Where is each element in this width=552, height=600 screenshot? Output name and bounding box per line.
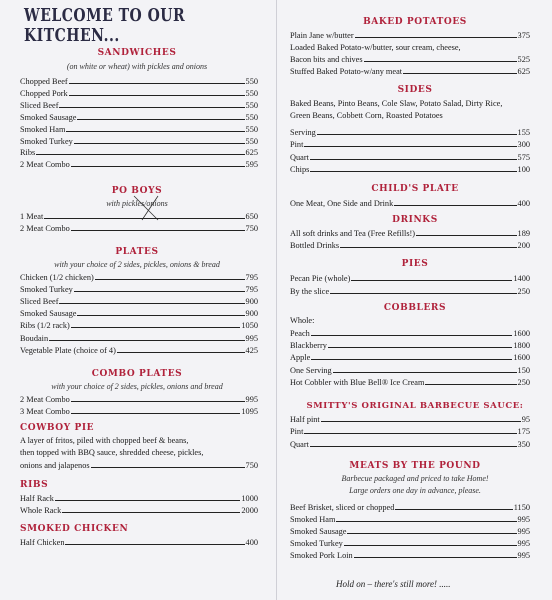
loaded-potato-price: 525	[517, 55, 530, 64]
cobblers-whole-label: Whole:	[290, 316, 315, 325]
menu-item-row	[20, 272, 258, 283]
menu-item-name: All soft drinks and Tea (Free Refills!)	[290, 229, 416, 238]
menu-item-name: Blackberry	[290, 341, 327, 351]
pies-heading: PIES	[401, 259, 429, 269]
leader-line	[62, 512, 240, 513]
leader-line	[95, 279, 245, 280]
menu-item-price: 400	[517, 199, 530, 208]
leader-line	[49, 340, 244, 341]
cowboy-pie-price: 750	[245, 461, 258, 470]
menu-item-name: 2 Meat Combo	[20, 395, 70, 404]
menu-item-row	[20, 345, 258, 356]
menu-item-price: 155	[517, 128, 530, 137]
menu-item-row	[290, 340, 530, 351]
leader-line	[71, 166, 245, 167]
menu-item-price: 1050	[241, 321, 258, 331]
menu-item-price: 1600	[513, 329, 530, 338]
menu-item-price: 995	[517, 515, 530, 525]
menu-item-row	[20, 505, 258, 516]
menu-item-row	[290, 198, 530, 209]
leader-line	[321, 421, 521, 422]
leader-line	[71, 401, 245, 402]
meats-note-1: Barbecue packaged and priced to take Home!	[341, 474, 489, 483]
menu-item-price: 995	[245, 395, 258, 404]
menu-item-name: Quart	[290, 439, 309, 449]
menu-item-price: 1150	[513, 503, 530, 512]
menu-item-row	[290, 352, 530, 363]
menu-item-row	[290, 30, 530, 41]
leader-line	[69, 83, 245, 84]
leader-line	[364, 61, 517, 62]
menu-item-name: 2 Meat Combo	[20, 160, 70, 170]
leader-line	[71, 413, 241, 414]
menu-item-price: 95	[521, 415, 530, 424]
menu-item-row	[290, 228, 530, 239]
menu-item-row	[20, 124, 258, 135]
sandwiches-note: (on white or wheat) with pickles and onions	[66, 62, 208, 71]
menu-item-price: 100	[517, 164, 530, 174]
menu-item-price: 300	[517, 140, 530, 150]
menu-item-price: 250	[517, 377, 530, 387]
menu-item-price: 250	[517, 286, 530, 296]
menu-item-row	[20, 88, 258, 99]
leader-line	[330, 293, 516, 294]
menu-item-price: 175	[517, 427, 530, 437]
menu-item-name: Smoked Ham	[20, 124, 66, 134]
menu-item-name: Vegetable Plate (choice of 4)	[20, 345, 116, 355]
menu-item-price: 795	[245, 273, 258, 282]
menu-item-price: 995	[517, 527, 530, 537]
sandwiches-heading: SANDWICHES	[97, 48, 177, 58]
leader-line	[347, 533, 516, 534]
menu-item-price: 1000	[241, 494, 258, 503]
leader-line	[59, 107, 244, 108]
leader-line	[394, 205, 516, 206]
menu-item-name: Smoked Pork Loin	[290, 551, 353, 561]
po-boys-heading: PO BOYS	[111, 186, 163, 196]
leader-line	[71, 230, 245, 231]
menu-item-row	[20, 406, 258, 417]
leader-line	[74, 291, 245, 292]
menu-item-row	[290, 328, 530, 339]
smoked-chicken-heading: SMOKED CHICKEN	[20, 524, 129, 534]
cowboy-pie-row	[20, 460, 258, 471]
menu-item-row	[290, 365, 530, 376]
menu-item-row	[290, 414, 530, 425]
menu-item-name: Whole Rack	[20, 506, 62, 515]
menu-item-name: Sliced Beef	[20, 100, 59, 110]
menu-item-name: 3 Meat Combo	[20, 407, 70, 416]
menu-item-price: 550	[245, 136, 258, 146]
bbq-sauce-heading: SMITTY'S ORIGINAL BARBECUE SAUCE:	[306, 401, 524, 411]
ribs-heading: RIBS	[20, 480, 49, 490]
leader-line	[333, 372, 517, 373]
menu-item-row	[20, 308, 258, 319]
menu-item-row	[20, 284, 258, 295]
menu-item-row	[20, 136, 258, 147]
menu-item-row	[290, 526, 530, 537]
leader-line	[71, 327, 241, 328]
leader-line	[395, 509, 512, 510]
menu-item-name: Half pint	[290, 415, 320, 424]
menu-item-name: Ribs (1/2 rack)	[20, 321, 70, 331]
menu-item-price: 550	[245, 100, 258, 110]
menu-item-row	[290, 439, 530, 450]
menu-item-name: Peach	[290, 329, 310, 338]
leader-line	[36, 154, 244, 155]
menu-item-price: 550	[245, 88, 258, 98]
menu-item-name: Smoked Ham	[290, 515, 336, 525]
cowboy-pie-desc-2: then topped with BBQ sauce, shredded cheese, pickles,	[20, 448, 204, 457]
menu-item-price: 995	[517, 539, 530, 549]
menu-item-row	[20, 296, 258, 307]
cowboy-pie-heading: COWBOY PIE	[20, 423, 95, 433]
menu-item-name: Chicken (1/2 chicken)	[20, 273, 94, 282]
menu-item-row	[20, 333, 258, 344]
menu-item-price: 1400	[513, 274, 530, 283]
menu-item-name: Apple	[290, 353, 311, 363]
baked-potatoes-heading: BAKED POTATOES	[363, 17, 467, 27]
cowboy-pie-desc-3: onions and jalapenos	[20, 461, 90, 470]
menu-item-row	[290, 139, 530, 150]
leader-line	[336, 521, 516, 522]
menu-item-name: Chips	[290, 164, 310, 174]
po-boys-note: with pickles/onions	[106, 199, 168, 208]
menu-item-name: Half Chicken	[20, 538, 65, 547]
stuffed-potato-name: Stuffed Baked Potato-w/any meat	[290, 67, 403, 76]
meats-by-pound-heading: MEATS BY THE POUND	[349, 461, 481, 471]
menu-item-name: By the slice	[290, 286, 330, 296]
leader-line	[310, 159, 517, 160]
menu-item-row	[290, 273, 530, 284]
leader-line	[74, 143, 245, 144]
leader-line	[328, 347, 513, 348]
menu-item-name: Plain Jane w/butter	[290, 31, 354, 40]
menu-item-row	[20, 211, 258, 222]
menu-item-row	[20, 223, 258, 234]
menu-item-name: Quart	[290, 152, 309, 162]
menu-item-name: Pint	[290, 427, 304, 437]
menu-item-price: 750	[245, 223, 258, 233]
loaded-potato-row	[290, 54, 530, 65]
menu-item-row	[20, 147, 258, 158]
menu-item-row	[290, 152, 530, 163]
loaded-potato-line-2: Bacon bits and chives	[290, 55, 363, 64]
menu-item-name: Boudain	[20, 333, 49, 343]
welcome-banner: WELCOME TO OUR KITCHEN...	[24, 6, 186, 46]
menu-item-row	[20, 100, 258, 111]
leader-line	[117, 352, 245, 353]
menu-item-price: 900	[245, 309, 258, 319]
leader-line	[425, 384, 516, 385]
menu-item-row	[20, 159, 258, 170]
leader-line	[69, 95, 245, 96]
menu-item-price: 189	[517, 229, 530, 238]
menu-item-name: 2 Meat Combo	[20, 223, 70, 233]
menu-item-name: Pecan Pie (whole)	[290, 274, 351, 283]
combo-plates-note: with your choice of 2 sides, pickles, onions and bread	[51, 382, 223, 391]
footer-note: Hold on – there's still more! .....	[336, 579, 451, 589]
sides-list-line-1: Baked Beans, Pinto Beans, Cole Slaw, Potato Salad, Dirty Rice,	[290, 99, 503, 108]
menu-item-price: 200	[517, 241, 530, 251]
menu-item-price: 575	[517, 152, 530, 162]
menu-item-row	[290, 127, 530, 138]
menu-item-name: Smoked Sausage	[20, 309, 77, 319]
menu-item-row	[290, 286, 530, 297]
leader-line	[44, 218, 244, 219]
leader-line	[91, 467, 245, 468]
menu-item-price: 375	[517, 31, 530, 40]
menu-item-name: Sliced Beef	[20, 297, 59, 307]
menu-item-row	[290, 538, 530, 549]
menu-item-row	[290, 502, 530, 513]
leader-line	[66, 131, 244, 132]
menu-item-name: Smoked Sausage	[290, 527, 347, 537]
menu-item-price: 625	[245, 148, 258, 158]
menu-item-name: One Meat, One Side and Drink	[290, 199, 394, 208]
leader-line	[340, 247, 516, 248]
menu-item-name: Hot Cobbler with Blue Bell® Ice Cream	[290, 377, 425, 387]
childs-plate-heading: CHILD'S PLATE	[371, 184, 459, 194]
leader-line	[317, 134, 517, 135]
sides-heading: SIDES	[397, 85, 433, 95]
plates-note: with your choice of 2 sides, pickles, onions & bread	[54, 260, 220, 269]
leader-line	[65, 544, 244, 545]
leader-line	[355, 37, 517, 38]
menu-item-price: 995	[245, 333, 258, 343]
menu-item-name: Ribs	[20, 148, 36, 158]
menu-item-row	[20, 394, 258, 405]
leader-line	[304, 433, 516, 434]
leader-line	[354, 557, 517, 558]
menu-item-name: One Serving	[290, 365, 332, 375]
menu-item-row	[290, 164, 530, 175]
menu-item-price: 900	[245, 297, 258, 307]
menu-item-row	[20, 537, 258, 548]
sides-list-line-2: Green Beans, Cobbett Corn, Roasted Potatoes	[290, 111, 443, 120]
menu-item-price: 795	[245, 285, 258, 295]
menu-item-name: Smoked Turkey	[20, 136, 73, 146]
menu-item-price: 995	[517, 551, 530, 561]
menu-item-name: Smoked Turkey	[290, 539, 343, 549]
leader-line	[311, 335, 513, 336]
menu-item-row	[290, 426, 530, 437]
menu-item-name: Chopped Pork	[20, 88, 68, 98]
menu-item-row	[20, 112, 258, 123]
leader-line	[310, 171, 516, 172]
menu-item-name: 1 Meat	[20, 212, 44, 221]
leader-line	[55, 500, 241, 501]
leader-line	[304, 146, 516, 147]
menu-item-price: 2000	[241, 506, 258, 515]
menu-item-price: 1600	[513, 353, 530, 363]
leader-line	[311, 359, 512, 360]
menu-item-name: Chopped Beef	[20, 77, 68, 86]
cobblers-heading: COBBLERS	[383, 303, 447, 313]
stuffed-potato-row	[290, 66, 530, 77]
menu-item-price: 595	[245, 160, 258, 170]
menu-item-row	[290, 240, 530, 251]
cowboy-pie-desc-1: A layer of fritos, piled with chopped beef & beans,	[20, 436, 189, 445]
leader-line	[416, 235, 516, 236]
stuffed-potato-price: 625	[517, 67, 530, 76]
meats-note-2: Large orders one day in advance, please.	[349, 486, 481, 495]
plates-heading: PLATES	[115, 247, 159, 257]
leader-line	[344, 545, 517, 546]
menu-item-row	[290, 377, 530, 388]
leader-line	[310, 446, 517, 447]
leader-line	[351, 280, 512, 281]
column-divider	[276, 0, 277, 600]
menu-item-price: 400	[245, 538, 258, 547]
menu-item-name: Smoked Sausage	[20, 112, 77, 122]
menu-item-price: 550	[245, 77, 258, 86]
menu-item-price: 1095	[241, 407, 258, 416]
menu-item-name: Beef Brisket, sliced or chopped	[290, 503, 395, 512]
combo-plates-heading: COMBO PLATES	[91, 369, 183, 379]
leader-line	[77, 315, 244, 316]
menu-item-row	[290, 550, 530, 561]
menu-item-name: Serving	[290, 128, 316, 137]
menu-item-price: 1800	[513, 341, 530, 351]
menu-item-row	[20, 76, 258, 87]
leader-line	[59, 303, 244, 304]
leader-line	[403, 73, 516, 74]
menu-item-row	[20, 493, 258, 504]
menu-item-price: 150	[517, 365, 530, 375]
menu-item-price: 425	[245, 345, 258, 355]
menu-item-name: Smoked Turkey	[20, 285, 73, 295]
leader-line	[77, 119, 244, 120]
menu-item-name: Bottled Drinks	[290, 241, 340, 251]
drinks-heading: DRINKS	[392, 215, 438, 225]
menu-item-price: 350	[517, 439, 530, 449]
loaded-potato-line: Loaded Baked Potato-w/butter, sour cream, cheese,	[290, 43, 461, 52]
menu-item-name: Half Rack	[20, 494, 54, 503]
menu-item-price: 550	[245, 112, 258, 122]
menu-item-price: 550	[245, 124, 258, 134]
menu-item-name: Pint	[290, 140, 304, 150]
menu-item-row	[20, 320, 258, 331]
menu-item-price: 650	[245, 212, 258, 221]
menu-item-row	[290, 514, 530, 525]
